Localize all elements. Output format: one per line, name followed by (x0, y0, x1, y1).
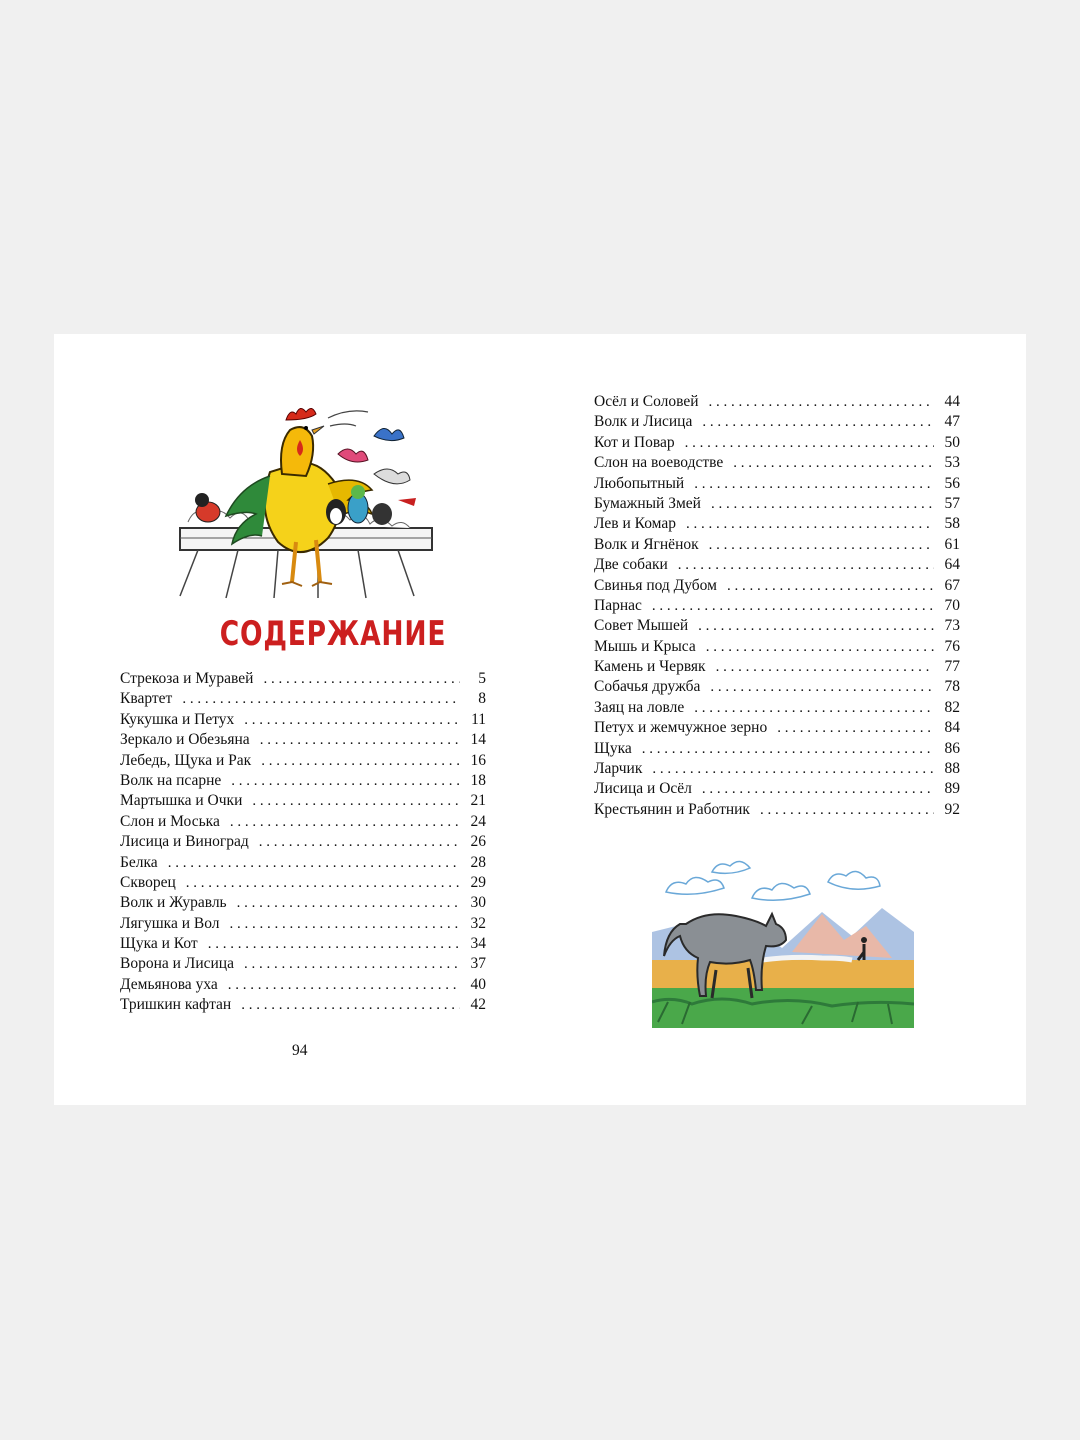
toc-leader-dots (702, 779, 934, 799)
toc-leader-dots (261, 751, 460, 771)
toc-entry (120, 975, 486, 995)
toc-entry-title: Заяц на ловле (594, 698, 685, 716)
toc-leader-dots (231, 771, 460, 791)
toc-entry-page: 18 (470, 771, 486, 789)
toc-entry (594, 759, 960, 779)
toc-entry-title: Кот и Повар (594, 433, 675, 451)
toc-entry-title: Слон на воеводстве (594, 454, 724, 472)
toc-entry (594, 718, 960, 738)
toc-leader-dots (694, 474, 934, 494)
toc-entry (120, 669, 486, 689)
page-title: СОДЕРЖАНИЕ (219, 614, 447, 654)
toc-entry (594, 698, 960, 718)
toc-entry-page: 73 (944, 617, 960, 635)
toc-entry (120, 893, 486, 913)
toc-leader-dots (252, 791, 460, 811)
toc-entry (594, 433, 960, 453)
toc-entry-title: Щука и Кот (120, 935, 198, 953)
toc-entry-title: Свинья под Дубом (594, 576, 717, 594)
toc-leader-dots (186, 873, 460, 893)
toc-entry (120, 832, 486, 852)
rooster-illustration (178, 400, 434, 600)
toc-entry (120, 689, 486, 709)
toc-entry (594, 637, 960, 657)
toc-leader-dots (694, 698, 934, 718)
toc-entry (594, 392, 960, 412)
toc-entry-title: Бумажный Змей (594, 494, 701, 512)
toc-leader-dots (727, 576, 934, 596)
toc-entry (594, 800, 960, 820)
toc-entry-title: Волк и Журавль (120, 894, 227, 912)
toc-entry (120, 934, 486, 954)
toc-entry-title: Камень и Червяк (594, 658, 706, 676)
toc-entry (120, 710, 486, 730)
toc-leader-dots (208, 934, 460, 954)
toc-leader-dots (685, 433, 934, 453)
toc-entry-title: Крестьянин и Работник (594, 800, 750, 818)
toc-leader-dots (686, 514, 934, 534)
toc-list-right (594, 392, 960, 820)
toc-entry-title: Слон и Моська (120, 812, 220, 830)
toc-entry (120, 771, 486, 791)
toc-entry-page: 92 (944, 800, 960, 818)
toc-entry-page: 44 (944, 393, 960, 410)
toc-entry (594, 474, 960, 494)
toc-entry (594, 453, 960, 473)
toc-entry-page: 67 (944, 576, 960, 594)
toc-leader-dots (709, 392, 934, 412)
toc-leader-dots (710, 677, 934, 697)
toc-leader-dots (652, 596, 934, 616)
toc-entry-title: Ворона и Лисица (120, 955, 234, 973)
toc-entry-page: 32 (470, 914, 486, 932)
toc-leader-dots (263, 669, 460, 689)
toc-entry-title: Квартет (120, 690, 173, 708)
toc-entry-page: 58 (944, 515, 960, 533)
toc-entry-page: 50 (944, 433, 960, 451)
toc-entry-page: 34 (470, 935, 486, 953)
toc-entry-page: 40 (470, 975, 486, 993)
toc-entry-page: 82 (944, 698, 960, 716)
toc-entry-title: Парнас (594, 596, 642, 614)
toc-entry-title: Петух и жемчужное зерно (594, 719, 768, 737)
toc-entry (120, 914, 486, 934)
toc-entry (594, 555, 960, 575)
toc-entry-page: 84 (944, 719, 960, 737)
toc-entry-page: 28 (470, 853, 486, 871)
toc-entry (594, 677, 960, 697)
toc-entry-title: Скворец (120, 873, 176, 891)
toc-entry (594, 739, 960, 759)
toc-entry-title: Волк и Лисица (594, 413, 693, 431)
toc-entry (594, 596, 960, 616)
book-spread (54, 334, 1026, 1105)
toc-leader-dots (259, 832, 460, 852)
toc-leader-dots (237, 893, 460, 913)
toc-entry-title: Волк на псарне (120, 771, 222, 789)
toc-entry (594, 494, 960, 514)
toc-entry (594, 657, 960, 677)
toc-leader-dots (230, 812, 460, 832)
wolf-illustration (652, 852, 914, 1028)
toc-entry-page: 76 (944, 637, 960, 655)
toc-entry (120, 873, 486, 893)
toc-entry-title: Две собаки (594, 556, 668, 574)
toc-entry-title: Лев и Комар (594, 515, 677, 533)
toc-entry (120, 954, 486, 974)
toc-leader-dots (168, 853, 460, 873)
toc-entry-title: Любопытный (594, 474, 685, 492)
toc-entry-page: 70 (944, 596, 960, 614)
toc-entry (120, 812, 486, 832)
toc-entry-page: 5 (478, 670, 486, 687)
toc-leader-dots (228, 975, 460, 995)
toc-leader-dots (230, 914, 460, 934)
toc-entry-title: Стрекоза и Муравей (120, 670, 254, 687)
toc-entry-page: 8 (478, 690, 486, 708)
toc-entry-title: Совет Мышей (594, 617, 689, 635)
toc-entry (594, 535, 960, 555)
toc-entry-title: Мартышка и Очки (120, 792, 243, 810)
toc-leader-dots (711, 494, 934, 514)
toc-entry-page: 61 (944, 535, 960, 553)
toc-leader-dots (182, 689, 460, 709)
toc-entry (120, 995, 486, 1015)
toc-entry-title: Лебедь, Щука и Рак (120, 751, 252, 769)
toc-leader-dots (733, 453, 934, 473)
toc-leader-dots (244, 710, 460, 730)
toc-leader-dots (260, 730, 460, 750)
toc-leader-dots (777, 718, 934, 738)
toc-entry-title: Ларчик (594, 760, 643, 778)
toc-entry-title: Щука (594, 739, 632, 757)
toc-entry-page: 42 (470, 996, 486, 1014)
toc-entry-title: Волк и Ягнёнок (594, 535, 699, 553)
toc-entry-page: 37 (470, 955, 486, 973)
toc-entry (120, 853, 486, 873)
toc-entry-page: 24 (470, 812, 486, 830)
toc-entry-title: Лягушка и Вол (120, 914, 220, 932)
toc-leader-dots (709, 535, 934, 555)
toc-entry-page: 64 (944, 556, 960, 574)
toc-leader-dots (702, 412, 934, 432)
toc-entry-page: 29 (470, 873, 486, 891)
page-number: 94 (292, 1042, 308, 1059)
toc-entry-title: Демьянова уха (120, 975, 218, 993)
toc-entry-page: 53 (944, 454, 960, 472)
toc-entry-title: Собачья дружба (594, 678, 701, 696)
toc-entry-title: Тришкин кафтан (120, 996, 232, 1014)
toc-entry-page: 16 (470, 751, 486, 769)
toc-entry-page: 78 (944, 678, 960, 696)
toc-leader-dots (678, 555, 934, 575)
toc-entry (594, 779, 960, 799)
toc-entry-title: Лисица и Виноград (120, 833, 249, 851)
toc-leader-dots (760, 800, 934, 820)
toc-leader-dots (706, 637, 934, 657)
toc-leader-dots (244, 954, 460, 974)
toc-entry (120, 751, 486, 771)
toc-entry-page: 56 (944, 474, 960, 492)
toc-entry-page: 14 (470, 731, 486, 749)
toc-entry (120, 791, 486, 811)
toc-list-left (120, 669, 486, 1016)
toc-entry-title: Белка (120, 853, 158, 871)
toc-entry-title: Осёл и Соловей (594, 393, 699, 410)
toc-leader-dots (241, 995, 460, 1015)
toc-entry-page: 47 (944, 413, 960, 431)
toc-entry (120, 730, 486, 750)
toc-entry-title: Мышь и Крыса (594, 637, 696, 655)
toc-entry-page: 57 (944, 494, 960, 512)
toc-entry-page: 86 (944, 739, 960, 757)
toc-leader-dots (716, 657, 934, 677)
toc-entry-page: 88 (944, 760, 960, 778)
toc-entry-page: 26 (470, 833, 486, 851)
toc-entry-title: Лисица и Осёл (594, 780, 692, 798)
toc-leader-dots (652, 759, 934, 779)
toc-entry-page: 89 (944, 780, 960, 798)
toc-entry (594, 616, 960, 636)
toc-leader-dots (698, 616, 934, 636)
toc-entry-page: 30 (470, 894, 486, 912)
toc-entry-page: 11 (471, 710, 486, 728)
toc-entry-title: Зеркало и Обезьяна (120, 731, 250, 749)
toc-entry-page: 77 (944, 658, 960, 676)
toc-entry (594, 576, 960, 596)
toc-entry (594, 412, 960, 432)
toc-entry-page: 21 (470, 792, 486, 810)
toc-entry (594, 514, 960, 534)
toc-leader-dots (642, 739, 934, 759)
toc-entry-title: Кукушка и Петух (120, 710, 235, 728)
